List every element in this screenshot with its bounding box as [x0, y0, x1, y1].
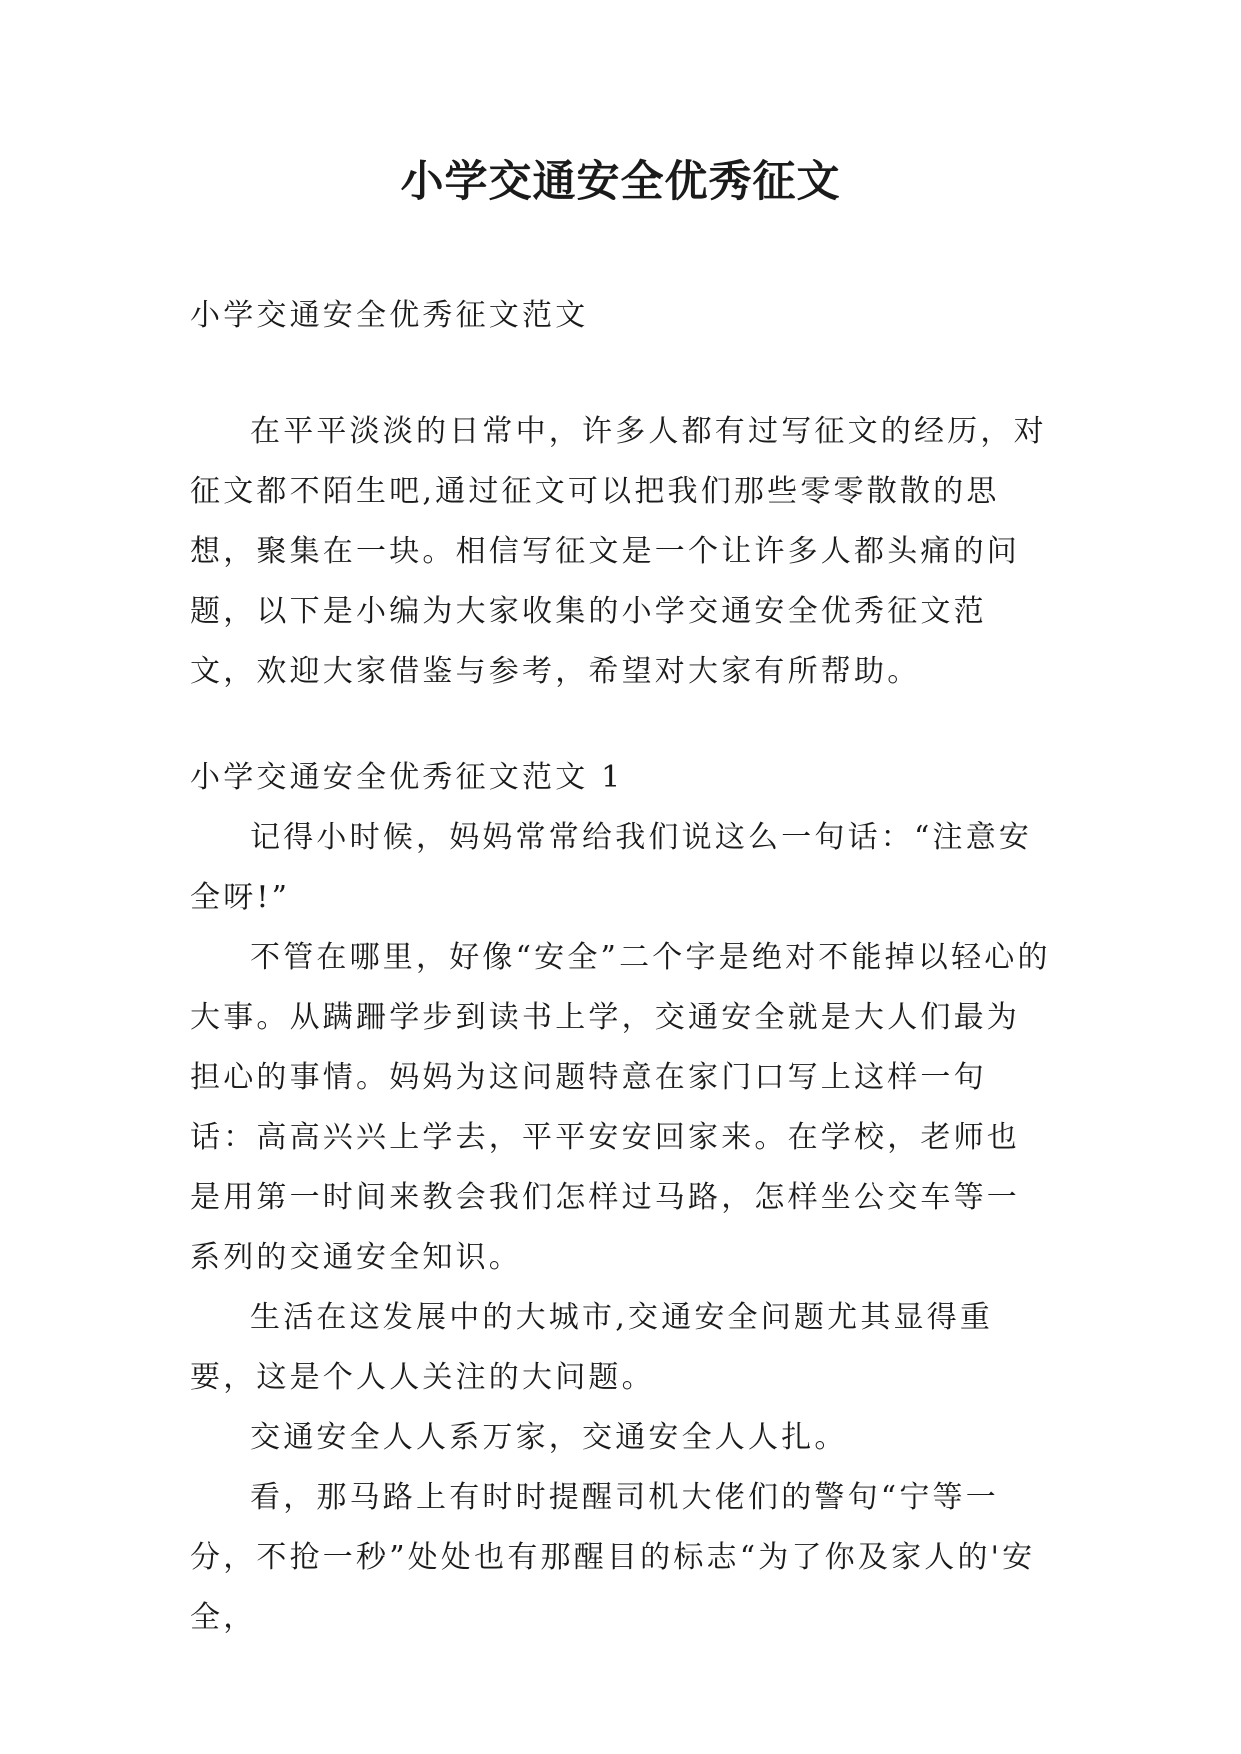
section-paragraph: 记得小时候，妈妈常常给我们说这么一句话：“注意安全呀!”	[190, 820, 1033, 915]
document-subtitle: 小学交通安全优秀征文范文	[190, 298, 589, 333]
section-heading: 小学交通安全优秀征文范文 1	[190, 760, 624, 795]
section-paragraph: 不管在哪里，好像“安全”二个字是绝对不能掉以轻心的大事。从蹒跚学步到读书上学，交通安全就是大人们最为担心的事情。妈妈为这问题特意在家门口写上这样一句话：高高兴兴上学去，平平安安回家来。在学校，老师也是用第一时间来教会我们怎样过马路，怎样坐公交车等一系列的交通安全知识。	[190, 940, 1051, 1275]
section-paragraph: 交通安全人人系万家，交通安全人人扎。	[250, 1420, 848, 1455]
section-paragraph: 生活在这发展中的大城市,交通安全问题尤其显得重要，这是个人人关注的大问题。	[190, 1300, 994, 1395]
section-paragraph: 看，那马路上有时时提醒司机大佬们的警句“宁等一分，不抢一秒”处处也有那醒目的标志“为了你及家人的'安全，	[190, 1480, 1036, 1635]
intro-paragraph: 在平平淡淡的日常中，许多人都有过写征文的经历，对征文都不陌生吧,通过征文可以把我们那些零零散散的思想，聚集在一块。相信写征文是一个让许多人都头痛的问题，以下是小编为大家收集的小学交通安全优秀征文范文，欢迎大家借鉴与参考，希望对大家有所帮助。	[190, 414, 1047, 689]
section-body	[190, 808, 1052, 1648]
intro-section	[190, 402, 1052, 702]
document-title: 小学交通安全优秀征文	[400, 157, 841, 207]
